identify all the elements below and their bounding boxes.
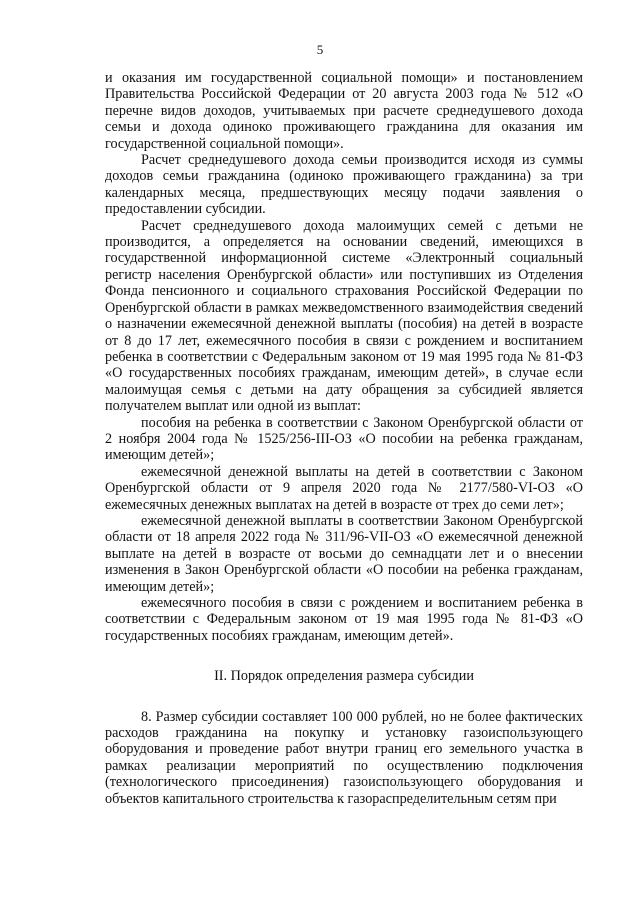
document-body bbox=[105, 70, 583, 807]
paragraph-low-income-families: Расчет среднедушевого дохода малоимущих семей с детьми не производится, а определяется на основании сведений, имеющихся в государственной информационной системе «Электронный социальный регистр населения Оренбургской области» или поступивших из Отделения Фонда пенсионного и социального страхования Российской Федерации по Оренбургской области в рамках межведомственного взаимодействия сведений о назначении ежемесячной денежной выплаты (пособия) на детей в возрасте от 8 до 17 лет, ежемесячного пособия в связи с рождением и воспитанием ребенка в соответствии с Федеральным законом от 19 мая 1995 года № 81-ФЗ «О государственных пособиях гражданам, имеющим детей», в случае если малоимущая семья с детьми на дату обращения за субсидией является получателем выплат или одной из выплат: bbox=[105, 217, 583, 415]
list-item-monthly-payment-8-17: ежемесячной денежной выплаты в соответствии Законом Оренбургской области от 18 апреля 2022 года № 311/96-VII-ОЗ «О ежемесячной денежной выплате на детей в возрасте от восьми до семнадцати лет и о внесении изменения в Закон Оренбургской области «О пособии на ребенка гражданам, имеющим детей»; bbox=[105, 512, 583, 595]
section-title: II. Порядок определения размера субсидии bbox=[214, 668, 474, 685]
paragraph-8: 8. Размер субсидии составляет 100 000 рублей, но не более фактических расходов гражданина на покупку и установку газоиспользующего оборудования и проведение работ внутри границ его земельного участка в рамках реализации мероприятий по осуществлению подключения (технологического присоединения) газоиспользующего оборудования и объектов капитального строительства к газораспределительным сетям при bbox=[105, 708, 583, 807]
list-item-child-benefit: пособия на ребенка в соответствии с Законом Оренбургской области от 2 ноября 2004 года № 1525/256-III-ОЗ «О пособии на ребенка гражданам, имеющим детей»; bbox=[105, 414, 583, 464]
list-item-federal-benefit: ежемесячного пособия в связи с рождением и воспитанием ребенка в соответствии с Федеральным законом от 19 мая 1995 года № 81-ФЗ «О государственных пособиях гражданам, имеющим детей». bbox=[105, 595, 583, 644]
paragraph-continuation: и оказания им государственной социальной помощи» и постановлением Правительства Российской Федерации от 20 августа 2003 года № 512 «О перечне видов доходов, учитываемых при расчете среднедушевого дохода семьи и дохода одиноко проживающего гражданина для оказания им государственной социальной помощи». bbox=[105, 70, 583, 152]
page-number: 5 bbox=[316, 42, 324, 57]
paragraph-income-calculation: Расчет среднедушевого дохода семьи производится исходя из суммы доходов семьи гражданина (одиноко проживающего гражданина) за три календарных месяца, предшествующих месяцу подачи заявления о предоставлении субсидии. bbox=[105, 152, 583, 218]
list-item-monthly-payment-3-7: ежемесячной денежной выплаты на детей в соответствии с Законом Оренбургской области от 9 апреля 2020 года № 2177/580-VI-ОЗ «О ежемесячных денежных выплатах на детей в возрасте от трех до семи лет»; bbox=[105, 463, 583, 513]
